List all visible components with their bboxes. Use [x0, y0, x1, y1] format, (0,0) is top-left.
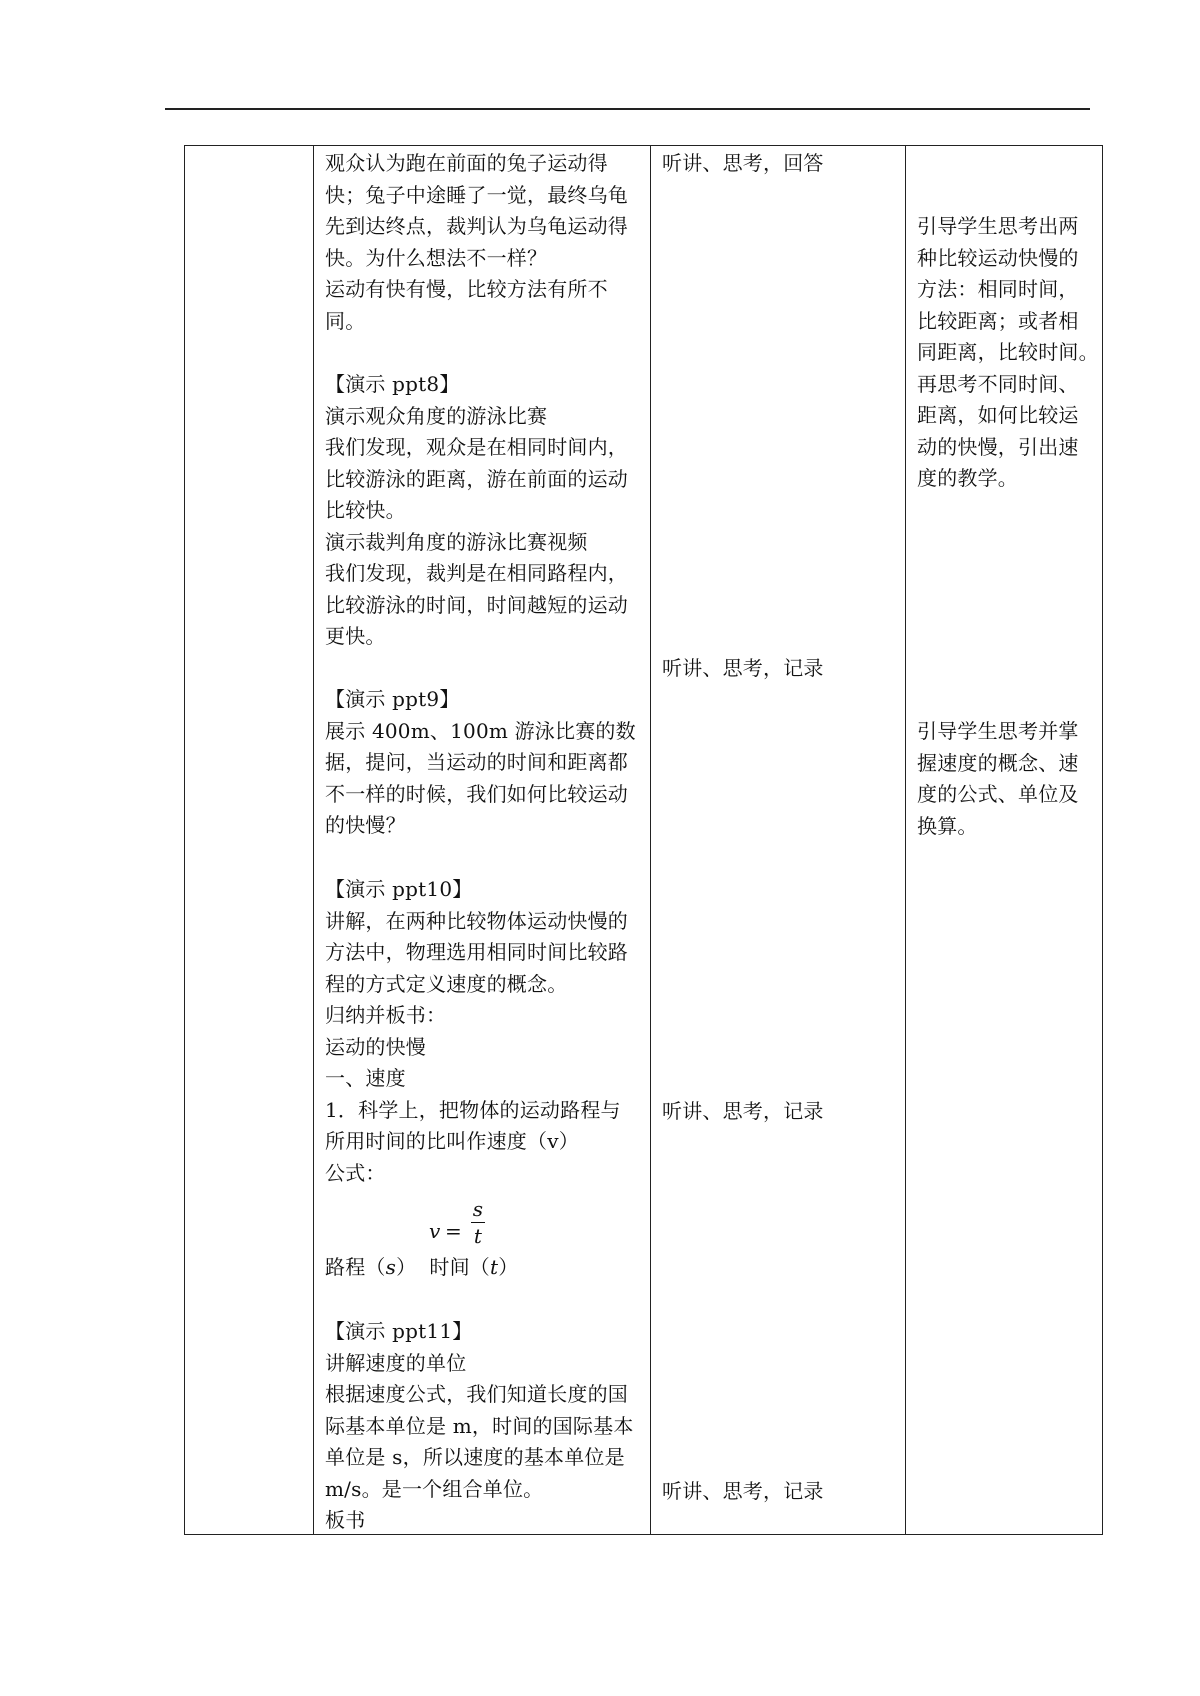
- formula-fraction: [471, 1198, 485, 1247]
- text-line: 比较游泳的距离，游在前面的运动: [325, 466, 628, 491]
- student-activity-3: [662, 1096, 902, 1128]
- text-line: 板书: [325, 1508, 366, 1532]
- text-line: 归纳并板书：: [325, 1003, 447, 1027]
- lesson-plan-table: [184, 145, 1103, 1535]
- text-line: 演示裁判角度的游泳比赛视频: [325, 529, 588, 554]
- text-line: 方法中，物理选用相同时间比较路: [325, 940, 628, 964]
- text-line: 引导学生思考并掌: [917, 719, 1079, 743]
- text-line: 【演示 ppt8】: [325, 372, 460, 396]
- text-line: 快；兔子中途睡了一觉，最终乌龟: [325, 182, 628, 207]
- time-symbol: t: [490, 1255, 499, 1279]
- text-line: 讲解速度的单位: [325, 1350, 467, 1375]
- text-line: 公式：: [325, 1160, 386, 1185]
- text-line: 更快。: [325, 624, 386, 648]
- text-line: 演示观众角度的游泳比赛: [325, 403, 548, 428]
- text-line: 根据速度公式，我们知道长度的国: [325, 1382, 628, 1406]
- text-line: 际基本单位是 m，时间的国际基本: [325, 1413, 634, 1438]
- path-close: ）: [396, 1255, 417, 1279]
- teacher-paragraph-race-views: [325, 148, 641, 337]
- text-line: 讲解，在两种比较物体运动快慢的: [325, 908, 628, 933]
- text-line: 再思考不同时间、: [917, 371, 1079, 396]
- time-label: 时间（: [429, 1255, 491, 1279]
- text-line: 1．科学上，把物体的运动路程与: [325, 1097, 621, 1122]
- text-line: 听讲、思考，记录: [662, 656, 824, 680]
- header-rule: [165, 108, 1090, 110]
- text-line: 观众认为跑在前面的兔子运动得: [325, 151, 608, 175]
- text-line: [325, 1252, 641, 1284]
- text-line: 【演示 ppt10】: [325, 877, 473, 901]
- text-line: 听讲、思考，回答: [662, 151, 824, 175]
- text-line: 引导学生思考出两: [917, 214, 1079, 238]
- table-row: [185, 146, 1103, 1535]
- text-line: 我们发现，裁判是在相同路程内，: [325, 561, 628, 585]
- student-activity-1: [662, 148, 902, 180]
- text-line: 听讲、思考，记录: [662, 1479, 824, 1503]
- text-line: 程的方式定义速度的概念。: [325, 971, 568, 996]
- text-line: 快。为什么想法不一样？: [325, 245, 548, 270]
- text-line: 握速度的概念、速: [917, 750, 1079, 775]
- text-line: 同。: [325, 308, 366, 333]
- text-line: 度的公式、单位及: [917, 782, 1079, 806]
- time-close: ）: [498, 1255, 519, 1279]
- text-line: 度的教学。: [917, 466, 1018, 490]
- student-activity-2: [662, 653, 902, 685]
- teacher-paragraph-ppt11: [325, 1316, 641, 1537]
- text-line: 运动的快慢: [325, 1034, 426, 1059]
- text-line: 【演示 ppt9】: [325, 687, 460, 711]
- text-line: 动的快慢，引出速: [917, 434, 1079, 459]
- teacher-activity-cell: [314, 146, 651, 1535]
- text-line: 换算。: [917, 813, 978, 838]
- text-line: 比较距离；或者相: [917, 308, 1079, 333]
- student-activity-4: [662, 1476, 902, 1508]
- text-line: 不一样的时候，我们如何比较运动: [325, 781, 628, 806]
- formula-equals: =: [445, 1219, 462, 1243]
- teacher-paragraph-ppt10: [325, 874, 641, 1189]
- design-intent-1: [917, 211, 1099, 495]
- text-line: 我们发现，观众是在相同时间内，: [325, 435, 628, 459]
- text-line: m/s。是一个组合单位。: [325, 1476, 544, 1501]
- text-line: 距离，如何比较运: [917, 403, 1079, 427]
- teacher-paragraph-ppt9: [325, 684, 641, 842]
- text-line: 听讲、思考，记录: [662, 1099, 824, 1123]
- text-line: 运动有快有慢，比较方法有所不: [325, 277, 608, 301]
- text-line: 所用时间的比叫作速度（v）: [325, 1129, 579, 1153]
- text-line: 方法：相同时间，: [917, 277, 1079, 301]
- design-intent-cell: [906, 146, 1103, 1535]
- text-line: 一、速度: [325, 1066, 406, 1090]
- teacher-paragraph-variables: [325, 1252, 641, 1284]
- stage-cell: [185, 146, 314, 1535]
- formula-denominator: t: [473, 1224, 483, 1248]
- fraction-bar: [471, 1222, 485, 1223]
- text-line: 比较游泳的时间，时间越短的运动: [325, 592, 628, 617]
- formula-lhs: v: [429, 1219, 441, 1243]
- teacher-paragraph-ppt8: [325, 369, 641, 653]
- text-line: 同距离，比较时间。: [917, 340, 1099, 364]
- text-line: 的快慢？: [325, 813, 406, 837]
- text-line: 【演示 ppt11】: [325, 1319, 473, 1343]
- design-intent-2: [917, 716, 1095, 842]
- text-line: 据，提问，当运动的时间和距离都: [325, 750, 628, 774]
- student-activity-cell: [651, 146, 906, 1535]
- path-label: 路程（: [325, 1255, 386, 1279]
- text-line: 展示 400m、100m 游泳比赛的数: [325, 718, 636, 743]
- text-line: 比较快。: [325, 498, 406, 522]
- text-line: 种比较运动快慢的: [917, 245, 1079, 270]
- text-line: 先到达终点，裁判认为乌龟运动得: [325, 214, 628, 238]
- path-symbol: s: [385, 1255, 397, 1279]
- text-line: 单位是 s，所以速度的基本单位是: [325, 1445, 625, 1469]
- formula-numerator: s: [472, 1197, 484, 1221]
